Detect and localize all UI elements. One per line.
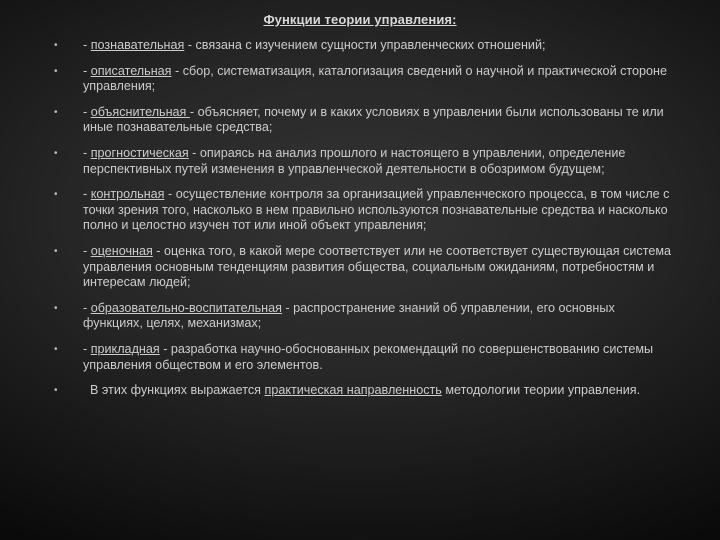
- item-prefix: -: [83, 145, 91, 160]
- list-item: [54, 342, 674, 373]
- list-item: [54, 38, 674, 54]
- slide-title: Функции теории управления:: [263, 12, 457, 27]
- list-item: [54, 244, 674, 291]
- item-prefix: -: [83, 187, 91, 202]
- item-text: методологии теории управления.: [441, 383, 641, 398]
- bullet-icon: •: [54, 147, 58, 159]
- item-prefix: В этих функциях выражается: [83, 383, 265, 398]
- item-prefix: -: [83, 243, 91, 258]
- list-item: [54, 301, 674, 332]
- item-text: - сбор, систематизация, каталогизация сведений о научной и практической стороне управления;: [83, 63, 667, 94]
- item-term: оценочная: [90, 243, 153, 258]
- list-item: [54, 187, 674, 234]
- item-term: образовательно-воспитательная: [90, 300, 282, 315]
- list-item: [54, 105, 674, 136]
- list-item: [54, 64, 674, 95]
- item-text: - связана с изучением сущности управленческих отношений;: [184, 38, 546, 52]
- item-text: - оценка того, в какой мере соответствует или не соответствует существующая система управления основным тенденциям развития общества, социальным ожиданиям, потребностям и интересам людей;: [83, 243, 672, 290]
- item-prefix: -: [83, 104, 91, 119]
- item-text: - распространение знаний об управлении, его основных функциях, целях, механизмах;: [83, 300, 615, 331]
- bullet-icon: •: [54, 343, 58, 355]
- bullet-icon: •: [54, 65, 58, 77]
- bullet-icon: •: [54, 189, 58, 201]
- item-text: - разработка научно-обоснованных рекомендаций по совершенствованию системы управления обществом и его элементов.: [83, 341, 654, 372]
- item-prefix: -: [83, 63, 91, 78]
- item-term: описательная: [90, 63, 172, 78]
- item-text: - объясняет, почему и в каких условиях в управлении были использованы те или иные познавательные средства;: [83, 104, 664, 135]
- item-term: контрольная: [90, 187, 165, 202]
- item-prefix: -: [83, 38, 91, 52]
- bullet-icon: •: [54, 385, 58, 397]
- item-prefix: -: [83, 341, 91, 356]
- list-item: [54, 146, 674, 177]
- item-term: практическая направленность: [264, 383, 442, 398]
- item-text: - опираясь на анализ прошлого и настоящего в управлении, определение перспективных путей изменения в управленческой деятельности в обозримом будущем;: [83, 145, 626, 176]
- item-term: познавательная: [90, 38, 185, 52]
- list-item: [54, 383, 674, 399]
- bullet-icon: •: [54, 40, 58, 51]
- item-term: объяснительная: [90, 104, 190, 119]
- item-term: прикладная: [90, 341, 160, 356]
- item-text: - осуществление контроля за организацией управленческого процесса, в том числе с точки зрения того, насколько в нем правильно используются познавательные средства и насколько полно и целостно изучен тот или иной объект управления;: [83, 187, 670, 233]
- item-term: прогностическая: [90, 145, 189, 160]
- bullet-icon: •: [54, 106, 58, 118]
- item-prefix: -: [83, 300, 91, 315]
- bullet-icon: •: [54, 245, 58, 257]
- bullet-icon: •: [54, 302, 58, 314]
- functions-list: [54, 38, 674, 409]
